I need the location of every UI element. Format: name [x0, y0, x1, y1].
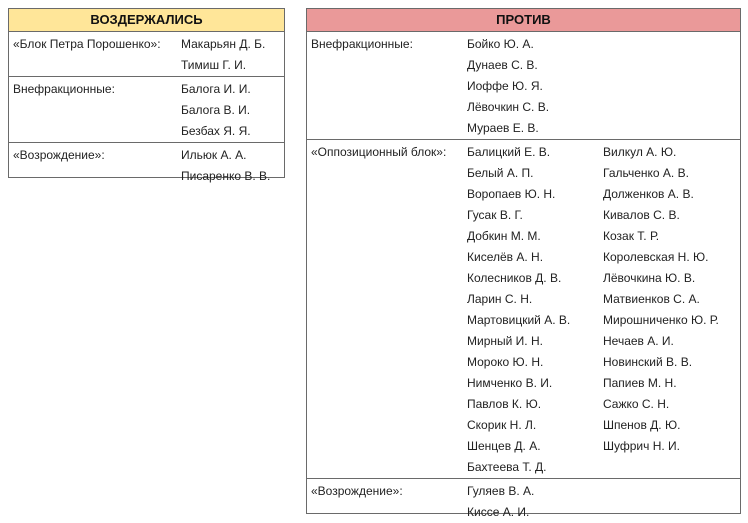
deputy-name: Киселёв А. Н.	[467, 250, 544, 264]
deputy-name: Иоффе Ю. Я.	[467, 79, 543, 93]
abstained-group	[9, 143, 284, 187]
table-row	[307, 163, 740, 184]
abstained-header: ВОЗДЕРЖАЛИСЬ	[9, 9, 284, 32]
table-row	[307, 310, 740, 331]
deputy-name: Макарьян Д. Б.	[181, 37, 266, 51]
party-label: «Блок Петра Порошенко»:	[13, 37, 161, 51]
against-group	[307, 140, 740, 479]
table-row	[307, 76, 740, 97]
deputy-name: Гуляев В. А.	[467, 484, 535, 498]
table-row	[307, 289, 740, 310]
deputy-name: Балицкий Е. В.	[467, 145, 551, 159]
deputy-name: Лёвочкин С. В.	[467, 100, 550, 114]
party-label: «Возрождение»:	[13, 148, 105, 162]
deputy-name: Долженков А. В.	[603, 187, 694, 201]
table-row	[9, 34, 284, 55]
deputy-name: Ильюк А. А.	[181, 148, 247, 162]
against-group	[307, 479, 740, 523]
table-row	[307, 226, 740, 247]
table-row	[307, 184, 740, 205]
deputy-name: Вилкул А. Ю.	[603, 145, 677, 159]
deputy-name: Бойко Ю. А.	[467, 37, 534, 51]
table-row	[9, 55, 284, 76]
deputy-name: Безбах Я. Я.	[181, 124, 251, 138]
deputy-name: Матвиенков С. А.	[603, 292, 700, 306]
deputy-name: Скорик Н. Л.	[467, 418, 537, 432]
table-row	[307, 436, 740, 457]
deputy-name: Сажко С. Н.	[603, 397, 670, 411]
table-row	[307, 331, 740, 352]
deputy-name: Шенцев Д. А.	[467, 439, 541, 453]
deputy-name: Королевская Н. Ю.	[603, 250, 709, 264]
party-label: Внефракционные:	[311, 37, 413, 51]
table-row	[307, 457, 740, 478]
deputy-name: Добкин М. М.	[467, 229, 541, 243]
deputy-name: Мартовицкий А. В.	[467, 313, 571, 327]
deputy-name: Шпенов Д. Ю.	[603, 418, 681, 432]
table-row	[307, 394, 740, 415]
deputy-name: Балога И. И.	[181, 82, 251, 96]
table-row	[9, 121, 284, 142]
deputy-name: Шуфрич Н. И.	[603, 439, 680, 453]
table-row	[307, 34, 740, 55]
deputy-name: Павлов К. Ю.	[467, 397, 542, 411]
table-row	[9, 100, 284, 121]
abstained-body	[9, 32, 284, 187]
abstained-table	[8, 8, 285, 183]
deputy-name: Гальченко А. В.	[603, 166, 689, 180]
table-row	[307, 268, 740, 289]
table-row	[307, 205, 740, 226]
deputy-name: Дунаев С. В.	[467, 58, 538, 72]
table-row	[9, 166, 284, 187]
table-row	[307, 247, 740, 268]
deputy-name: Ларин С. Н.	[467, 292, 533, 306]
deputy-name: Белый А. П.	[467, 166, 534, 180]
against-header: ПРОТИВ	[307, 9, 740, 32]
against-table	[306, 8, 741, 519]
deputy-name: Новинский В. В.	[603, 355, 693, 369]
table-row	[307, 352, 740, 373]
table-row	[307, 415, 740, 436]
deputy-name: Бахтеева Т. Д.	[467, 460, 547, 474]
party-label: «Возрождение»:	[311, 484, 403, 498]
table-row	[307, 502, 740, 523]
table-row	[9, 79, 284, 100]
party-label: Внефракционные:	[13, 82, 115, 96]
deputy-name: Мороко Ю. Н.	[467, 355, 544, 369]
table-row	[307, 97, 740, 118]
abstained-group	[9, 77, 284, 143]
deputy-name: Гусак В. Г.	[467, 208, 523, 222]
party-label: «Оппозиционный блок»:	[311, 145, 447, 159]
deputy-name: Балога В. И.	[181, 103, 251, 117]
deputy-name: Воропаев Ю. Н.	[467, 187, 556, 201]
deputy-name: Мирошниченко Ю. Р.	[603, 313, 719, 327]
table-row	[307, 373, 740, 394]
deputy-name: Колесников Д. В.	[467, 271, 562, 285]
deputy-name: Киссе А. И.	[467, 505, 530, 519]
table-row	[307, 118, 740, 139]
deputy-name: Нечаев А. И.	[603, 334, 674, 348]
against-group	[307, 32, 740, 140]
deputy-name: Нимченко В. И.	[467, 376, 553, 390]
table-row	[307, 142, 740, 163]
against-body	[307, 32, 740, 523]
deputy-name: Тимиш Г. И.	[181, 58, 247, 72]
deputy-name: Мирный И. Н.	[467, 334, 543, 348]
deputy-name: Папиев М. Н.	[603, 376, 677, 390]
deputy-name: Кивалов С. В.	[603, 208, 680, 222]
deputy-name: Лёвочкина Ю. В.	[603, 271, 696, 285]
table-row	[307, 481, 740, 502]
table-row	[307, 55, 740, 76]
deputy-name: Козак Т. Р.	[603, 229, 660, 243]
abstained-group	[9, 32, 284, 77]
deputy-name: Писаренко В. В.	[181, 169, 271, 183]
deputy-name: Мураев Е. В.	[467, 121, 539, 135]
table-row	[9, 145, 284, 166]
